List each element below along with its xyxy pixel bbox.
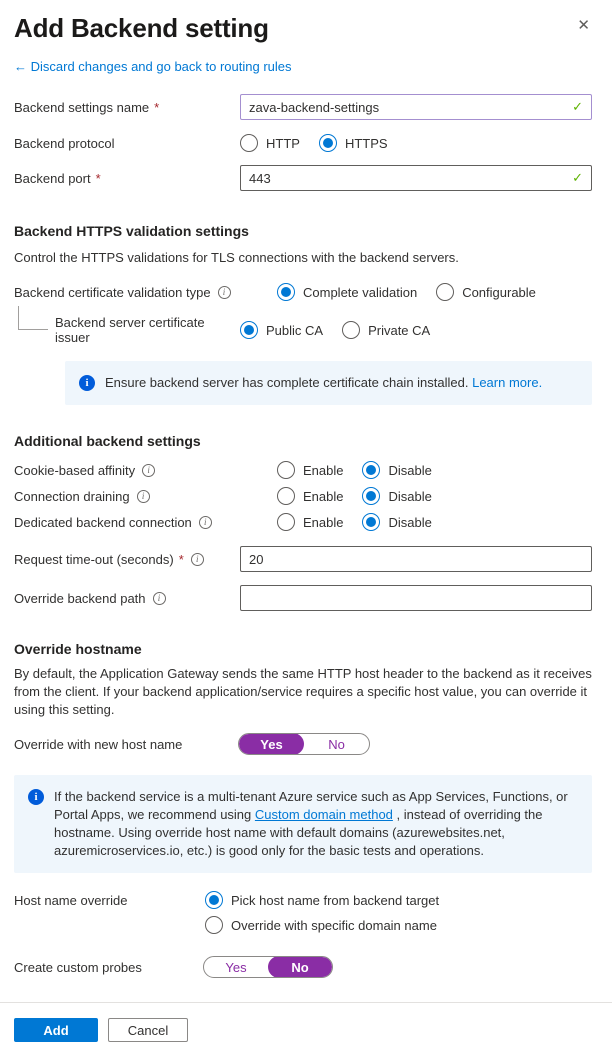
valid-check-icon: ✓ <box>572 99 583 114</box>
discard-link[interactable] <box>14 59 592 74</box>
radio-complete-validation[interactable]: Complete validation <box>277 283 417 301</box>
toggle-yes-option[interactable]: Yes <box>239 733 304 755</box>
radio-circle <box>362 487 380 505</box>
radio-circle <box>277 513 295 531</box>
request-timeout-input[interactable] <box>240 546 592 572</box>
banner-text-before: If the backend service is a multi-tenant Azure service such as App Services, Functions, or Portal Apps, we recommend using <box>54 789 568 822</box>
info-icon[interactable]: i <box>191 553 204 566</box>
request-timeout-row <box>14 546 592 572</box>
override-new-host-toggle <box>238 733 370 755</box>
back-arrow-icon: ← <box>14 59 27 74</box>
additional-settings-heading: Additional backend settings <box>14 433 201 449</box>
backend-port-input[interactable] <box>240 165 592 191</box>
override-backend-path-input[interactable] <box>240 585 592 611</box>
radio-circle <box>277 283 295 301</box>
radio-http[interactable]: HTTP <box>240 134 300 152</box>
radio-dedicated-connection-disable[interactable]: Disable <box>362 513 431 531</box>
banner-text-after: , instead of overriding the hostname. Using override host name with default domains (azurewebsites.net, azuremicroservices.io, etc.) is good only for the basic tests and operations. <box>54 807 543 858</box>
required-asterisk: * <box>95 170 101 186</box>
panel-header <box>14 12 592 44</box>
override-backend-path-label: Override backend path <box>14 590 146 606</box>
override-backend-path-row <box>14 585 592 611</box>
backend-port-row <box>14 165 592 191</box>
toggle-yes-option[interactable]: Yes <box>225 959 247 975</box>
host-name-override-row <box>14 891 592 934</box>
override-hostname-description: By default, the Application Gateway sends the same HTTP host header to the backend as it receives from the client. If your backend application/service requires a specific host value, you can override it using this setting. <box>14 666 592 717</box>
radio-circle <box>362 513 380 531</box>
custom-domain-method-link[interactable]: Custom domain method <box>254 807 393 822</box>
host-name-override-label: Host name override <box>14 893 128 908</box>
valid-check-icon: ✓ <box>572 170 583 185</box>
learn-more-link[interactable]: Learn more. <box>472 375 543 390</box>
cancel-button[interactable]: Cancel <box>108 1018 188 1042</box>
request-timeout-label: Request time-out (seconds) <box>14 551 174 567</box>
override-new-host-label: Override with new host name <box>14 736 183 752</box>
radio-cookie-affinity-enable[interactable]: Enable <box>277 461 343 479</box>
radio-connection-draining-disable[interactable]: Disable <box>362 487 431 505</box>
cookie-affinity-row <box>14 461 592 479</box>
dedicated-connection-row <box>14 513 592 531</box>
connection-draining-row <box>14 487 592 505</box>
backend-settings-name-input[interactable] <box>240 94 592 120</box>
radio-circle <box>240 134 258 152</box>
info-icon[interactable]: i <box>142 464 155 477</box>
footer-action-bar <box>0 1002 612 1058</box>
radio-circle <box>240 321 258 339</box>
radio-connection-draining-enable[interactable]: Enable <box>277 487 343 505</box>
certificate-issuer-row <box>14 315 592 345</box>
radio-circle <box>205 891 223 909</box>
backend-protocol-row <box>14 134 592 152</box>
dedicated-connection-label: Dedicated backend connection <box>14 514 192 530</box>
backend-port-label: Backend port <box>14 170 91 186</box>
certificate-chain-info-banner <box>65 361 592 405</box>
create-custom-probes-row <box>14 956 592 978</box>
backend-settings-name-label: Backend settings name <box>14 99 150 115</box>
override-new-host-row <box>14 733 592 755</box>
tree-connector-line <box>18 306 48 330</box>
close-icon[interactable]: ✕ <box>575 12 592 39</box>
radio-private-ca[interactable]: Private CA <box>342 321 430 339</box>
page-title: Add Backend setting <box>14 13 269 43</box>
https-validation-heading: Backend HTTPS validation settings <box>14 223 249 239</box>
override-hostname-heading: Override hostname <box>14 641 142 657</box>
info-icon[interactable]: i <box>153 592 166 605</box>
radio-dedicated-connection-enable[interactable]: Enable <box>277 513 343 531</box>
toggle-no-option[interactable]: No <box>268 956 332 978</box>
connection-draining-label: Connection draining <box>14 488 130 504</box>
multitenant-info-banner <box>14 775 592 873</box>
required-asterisk: * <box>178 551 184 567</box>
add-button[interactable]: Add <box>14 1018 98 1042</box>
radio-public-ca[interactable]: Public CA <box>240 321 323 339</box>
radio-cookie-affinity-disable[interactable]: Disable <box>362 461 431 479</box>
radio-circle <box>342 321 360 339</box>
certificate-validation-type-row <box>14 283 592 301</box>
certificate-validation-type-label: Backend certificate validation type <box>14 284 211 300</box>
create-custom-probes-label: Create custom probes <box>14 959 142 975</box>
info-icon[interactable]: i <box>137 490 150 503</box>
create-custom-probes-toggle <box>203 956 333 978</box>
radio-https[interactable]: HTTPS <box>319 134 388 152</box>
radio-circle <box>277 487 295 505</box>
cookie-affinity-label: Cookie-based affinity <box>14 462 136 478</box>
info-banner-icon: i <box>28 789 44 805</box>
toggle-no-option[interactable]: No <box>328 736 345 752</box>
radio-pick-host-from-backend[interactable]: Pick host name from backend target <box>205 891 439 909</box>
info-banner-icon: i <box>79 375 95 391</box>
radio-circle <box>436 283 454 301</box>
required-asterisk: * <box>154 99 160 115</box>
radio-circle <box>362 461 380 479</box>
radio-circle <box>277 461 295 479</box>
info-icon[interactable]: i <box>199 516 212 529</box>
radio-circle <box>205 916 223 934</box>
https-validation-description: Control the HTTPS validations for TLS connections with the backend servers. <box>14 250 459 265</box>
banner-text: Ensure backend server has complete certificate chain installed. <box>105 375 469 390</box>
backend-protocol-label: Backend protocol <box>14 135 115 151</box>
backend-settings-name-row <box>14 94 592 120</box>
radio-configurable[interactable]: Configurable <box>436 283 536 301</box>
certificate-issuer-label: Backend server certificate issuer <box>55 315 205 345</box>
info-icon[interactable]: i <box>218 286 231 299</box>
discard-link-label: Discard changes and go back to routing rules <box>30 59 292 74</box>
radio-override-specific-domain[interactable]: Override with specific domain name <box>205 916 437 934</box>
radio-circle <box>319 134 337 152</box>
